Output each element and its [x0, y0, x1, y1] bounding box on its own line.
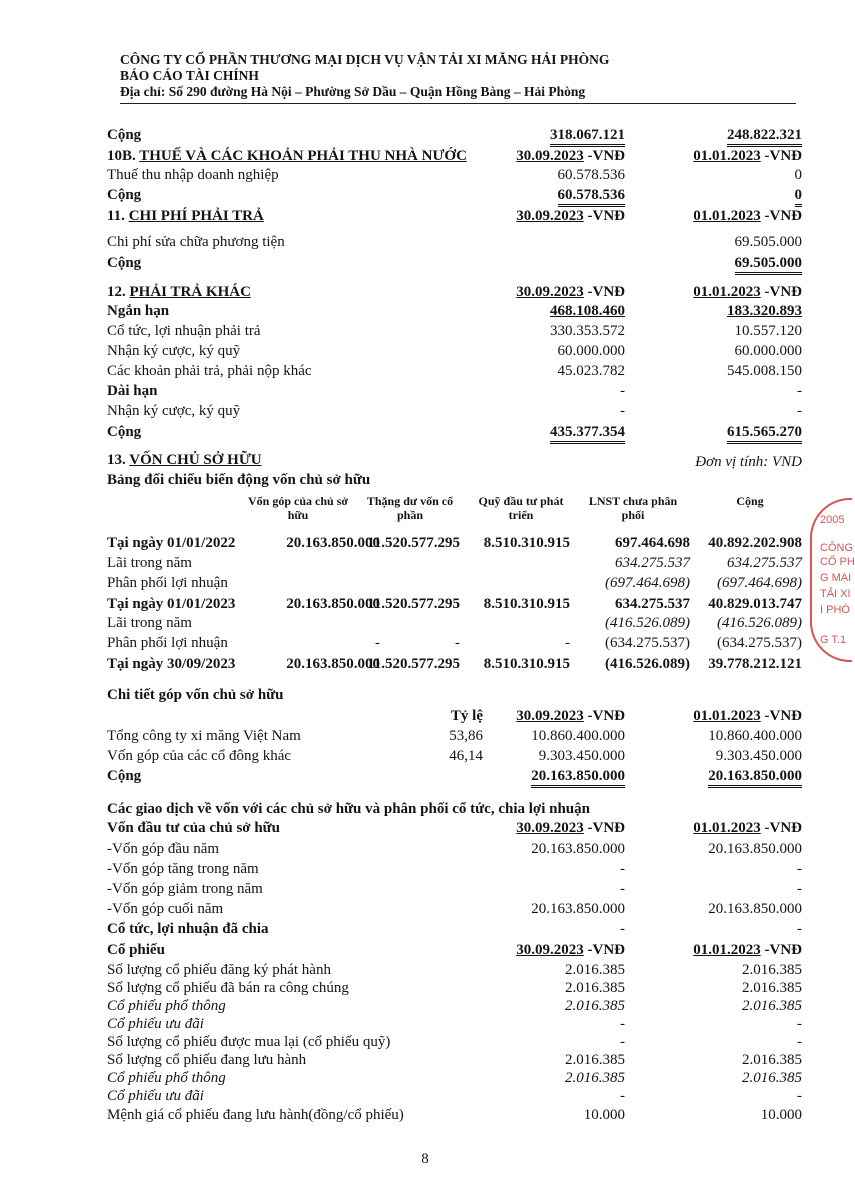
row-label: Ngắn hạn — [107, 303, 170, 319]
row-value-2022: 20.163.850.000 — [708, 901, 802, 917]
section-heading-10b: 10B. THUẾ VÀ CÁC KHOẢN PHẢI THU NHÀ NƯỚC — [107, 148, 467, 164]
row-label: Vốn góp của các cổ đông khác — [107, 748, 292, 764]
row-label: Cổ tức, lợi nhuận đã chia — [107, 921, 269, 937]
row-label: -Vốn góp giảm trong năm — [107, 881, 263, 897]
row-value-2022: 615.565.270 — [650, 423, 802, 444]
row-value-2023: 20.163.850.000 — [470, 767, 625, 788]
unit-note: Đơn vị tính: VND — [695, 454, 802, 470]
row-value-2023: 10.000 — [583, 1107, 625, 1123]
equity-cell: 8.510.310.915 — [483, 596, 570, 612]
equity-cell: (697.464.698) — [605, 575, 690, 591]
row-label: Cổ phiếu phổ thông — [107, 998, 226, 1014]
equity-cell: 634.275.537 — [615, 555, 690, 571]
row-value-2022: - — [797, 1088, 802, 1104]
equity-cell: (416.526.089) — [717, 615, 802, 631]
row-value-2022: - — [797, 1016, 802, 1032]
col-date-1: 30.09.2023 -VNĐ — [516, 820, 625, 836]
row-value-2023: 60.000.000 — [557, 343, 625, 359]
row-label: Thuế thu nhập doanh nghiệp — [107, 167, 279, 183]
row-label: Số lượng cổ phiếu được mua lại (cổ phiếu quỹ) — [107, 1034, 391, 1050]
row-value-2023: - — [620, 403, 625, 419]
col-date-2: 01.01.2023 -VNĐ — [693, 820, 802, 836]
row-label: Dài hạn — [107, 383, 158, 399]
row-label: Số lượng cổ phiếu đã bán ra công chúng — [107, 980, 349, 996]
row-value-2023: 45.023.782 — [557, 363, 625, 379]
col-date-2: 01.01.2023 -VNĐ — [693, 942, 802, 958]
row-label: Cổ tức, lợi nhuận phải trả — [107, 323, 261, 339]
equity-cell: (634.275.537) — [605, 635, 690, 651]
equity-cell: 20.163.850.000 — [286, 535, 380, 551]
row-value-2022: 2.016.385 — [742, 1070, 802, 1086]
capital-title: Chi tiết góp vốn chủ sở hữu — [107, 687, 284, 703]
row-ratio: 53,86 — [449, 728, 483, 744]
row-value-2022: 0 — [794, 167, 802, 183]
equity-row-label: Lãi trong năm — [107, 555, 192, 571]
equity-cell: 20.163.850.000 — [286, 656, 380, 672]
row-value-2023: 20.163.850.000 — [531, 901, 625, 917]
equity-cell: - — [565, 635, 570, 651]
row-label: -Vốn góp đầu năm — [107, 841, 220, 857]
row-value-2022: 69.505.000 — [734, 234, 802, 250]
col-date-1: 30.09.2023 -VNĐ — [516, 284, 625, 300]
row-value-2023: 2.016.385 — [565, 1052, 625, 1068]
section-heading-11: 11. CHI PHÍ PHẢI TRẢ — [107, 208, 264, 224]
row-label: Số lượng cổ phiếu đăng ký phát hành — [107, 962, 331, 978]
row-value-2022: - — [797, 861, 802, 877]
row-value-2022: - — [797, 383, 802, 399]
equity-cell: 20.163.850.000 — [286, 596, 380, 612]
equity-row-label: Tại ngày 01/01/2022 — [107, 535, 236, 551]
col-date-1: 30.09.2023 -VNĐ — [516, 148, 625, 164]
row-value-2023: 468.108.460 — [550, 303, 625, 319]
page-number: 8 — [421, 1151, 429, 1167]
shares-title: Cổ phiếu — [107, 942, 165, 958]
row-value-2023: - — [620, 1016, 625, 1032]
row-label: Chi phí sửa chữa phương tiện — [107, 234, 285, 250]
equity-cell: (634.275.537) — [717, 635, 802, 651]
row-value-2022: 20.163.850.000 — [708, 841, 802, 857]
row-value-2022: 10.860.400.000 — [708, 728, 802, 744]
ratio-header: Tỷ lệ — [450, 708, 483, 724]
row-label: Cổ phiếu ưu đãi — [107, 1016, 204, 1032]
row-value-2023: 60.578.536 — [470, 186, 625, 207]
equity-row-label: Tại ngày 01/01/2023 — [107, 596, 236, 612]
row-value-2022: 2.016.385 — [742, 962, 802, 978]
row-value-2023: 330.353.572 — [550, 323, 625, 339]
row-value-2022: 10.000 — [760, 1107, 802, 1123]
col-date-2: 01.01.2023 -VNĐ — [693, 208, 802, 224]
company-seal: 2005 CÔNG CỔ PH G MẠI TẢI XI I PHÒ G T.1 — [810, 498, 852, 662]
table-title: Bảng đối chiếu biến động vốn chủ sở hữu — [107, 472, 371, 488]
row-label: Cộng — [107, 127, 142, 143]
row-value-2023: 20.163.850.000 — [531, 841, 625, 857]
equity-cell: 40.829.013.747 — [708, 596, 802, 612]
col-date-1: 30.09.2023 -VNĐ — [516, 708, 625, 724]
col-date-2: 01.01.2023 -VNĐ — [693, 708, 802, 724]
row-value-2023: - — [620, 1034, 625, 1050]
row-label: Cộng — [107, 424, 142, 440]
col-header: Cộng — [736, 494, 764, 508]
row-value-2023: 435.377.354 — [470, 423, 625, 444]
company-name: CÔNG TY CỔ PHẦN THƯƠNG MẠI DỊCH VỤ VẬN TẢI XI MĂNG HẢI PHÒNG — [120, 52, 610, 67]
equity-row-label: Phân phối lợi nhuận — [107, 635, 228, 651]
row-value-2023: - — [620, 1088, 625, 1104]
row-value-2022: 2.016.385 — [742, 998, 802, 1014]
row-label: Cộng — [107, 768, 142, 784]
equity-cell: 11.520.577.295 — [367, 656, 460, 672]
equity-cell: (697.464.698) — [717, 575, 802, 591]
row-label: Các khoản phải trả, phải nộp khác — [107, 363, 312, 379]
row-label: -Vốn góp cuối năm — [107, 901, 224, 917]
row-value-2023: 60.578.536 — [557, 167, 625, 183]
transactions-sub: Vốn đầu tư của chủ sở hữu — [107, 820, 281, 836]
row-label: Nhận ký cược, ký quỹ — [107, 343, 241, 359]
row-value-2022: 69.505.000 — [650, 254, 802, 275]
equity-cell: 11.520.577.295 — [367, 596, 460, 612]
row-label: Cộng — [107, 255, 142, 271]
col-header: Vốn góp của chủ sở hữu — [248, 494, 349, 522]
row-value-2022: 9.303.450.000 — [715, 748, 802, 764]
row-label: Tổng công ty xi măng Việt Nam — [107, 728, 301, 744]
row-label: Cộng — [107, 187, 142, 203]
row-value-2023: 2.016.385 — [565, 1070, 625, 1086]
row-value-2022: 10.557.120 — [734, 323, 802, 339]
section-heading-12: 12. PHẢI TRẢ KHÁC — [107, 284, 251, 300]
row-value-2022: 60.000.000 — [734, 343, 802, 359]
header-rule — [120, 103, 796, 104]
equity-row-label: Phân phối lợi nhuận — [107, 575, 228, 591]
row-label: Số lượng cổ phiếu đang lưu hành — [107, 1052, 307, 1068]
col-header: LNST chưa phân phối — [588, 494, 678, 522]
row-value-2023: 10.860.400.000 — [531, 728, 625, 744]
company-address: Địa chỉ: Số 290 đường Hà Nội – Phường Sở Dầu – Quận Hồng Bàng – Hải Phòng — [120, 84, 586, 99]
row-value-2022: 545.008.150 — [727, 363, 802, 379]
row-value-2022: - — [797, 1034, 802, 1050]
equity-row-label: Lãi trong năm — [107, 615, 192, 631]
col-date-1: 30.09.2023 -VNĐ — [516, 208, 625, 224]
equity-cell: 634.275.537 — [727, 555, 802, 571]
row-value-2022: 248.822.321 — [650, 126, 802, 147]
col-date-1: 30.09.2023 -VNĐ — [516, 942, 625, 958]
equity-cell: (416.526.089) — [605, 656, 690, 672]
equity-cell: - — [455, 635, 460, 651]
transactions-title: Các giao dịch về vốn với các chủ sở hữu và phân phối cổ tức, chia lợi nhuận — [107, 801, 590, 817]
row-label: -Vốn góp tăng trong năm — [107, 861, 259, 877]
equity-cell: 634.275.537 — [615, 596, 690, 612]
section-heading-13: 13. VỐN CHỦ SỞ HỮU — [107, 452, 262, 468]
row-value-2023: 318.067.121 — [470, 126, 625, 147]
col-header: Quỹ đầu tư phát triển — [478, 494, 564, 522]
row-value-2023: - — [620, 921, 625, 937]
equity-cell: - — [375, 635, 380, 651]
row-value-2022: - — [797, 921, 802, 937]
col-date-2: 01.01.2023 -VNĐ — [693, 284, 802, 300]
row-value-2022: 183.320.893 — [727, 303, 802, 319]
row-label: Mệnh giá cổ phiếu đang lưu hành(đồng/cổ phiếu) — [107, 1107, 404, 1123]
row-value-2022: - — [797, 881, 802, 897]
equity-row-label: Tại ngày 30/09/2023 — [107, 656, 236, 672]
row-value-2022: 20.163.850.000 — [650, 767, 802, 788]
col-header: Thặng dư vốn cổ phần — [366, 494, 454, 522]
col-date-2: 01.01.2023 -VNĐ — [693, 148, 802, 164]
equity-cell: 697.464.698 — [615, 535, 690, 551]
row-value-2022: 2.016.385 — [742, 980, 802, 996]
equity-cell: 39.778.212.121 — [708, 656, 802, 672]
row-value-2023: - — [620, 881, 625, 897]
row-value-2023: - — [620, 861, 625, 877]
row-value-2023: 9.303.450.000 — [538, 748, 625, 764]
row-value-2023: 2.016.385 — [565, 998, 625, 1014]
row-label: Nhận ký cược, ký quỹ — [107, 403, 241, 419]
equity-cell: 8.510.310.915 — [483, 656, 570, 672]
row-label: Cổ phiếu ưu đãi — [107, 1088, 204, 1104]
row-label: Cổ phiếu phổ thông — [107, 1070, 226, 1086]
report-title: BÁO CÁO TÀI CHÍNH — [120, 68, 259, 83]
equity-cell: 11.520.577.295 — [367, 535, 460, 551]
row-ratio: 46,14 — [449, 748, 483, 764]
equity-cell: 8.510.310.915 — [483, 535, 570, 551]
row-value-2022: - — [797, 403, 802, 419]
row-value-2022: 2.016.385 — [742, 1052, 802, 1068]
equity-cell: 40.892.202.908 — [708, 535, 802, 551]
row-value-2023: 2.016.385 — [565, 962, 625, 978]
row-value-2023: - — [620, 383, 625, 399]
row-value-2023: 2.016.385 — [565, 980, 625, 996]
equity-cell: (416.526.089) — [605, 615, 690, 631]
row-value-2022: 0 — [650, 186, 802, 207]
